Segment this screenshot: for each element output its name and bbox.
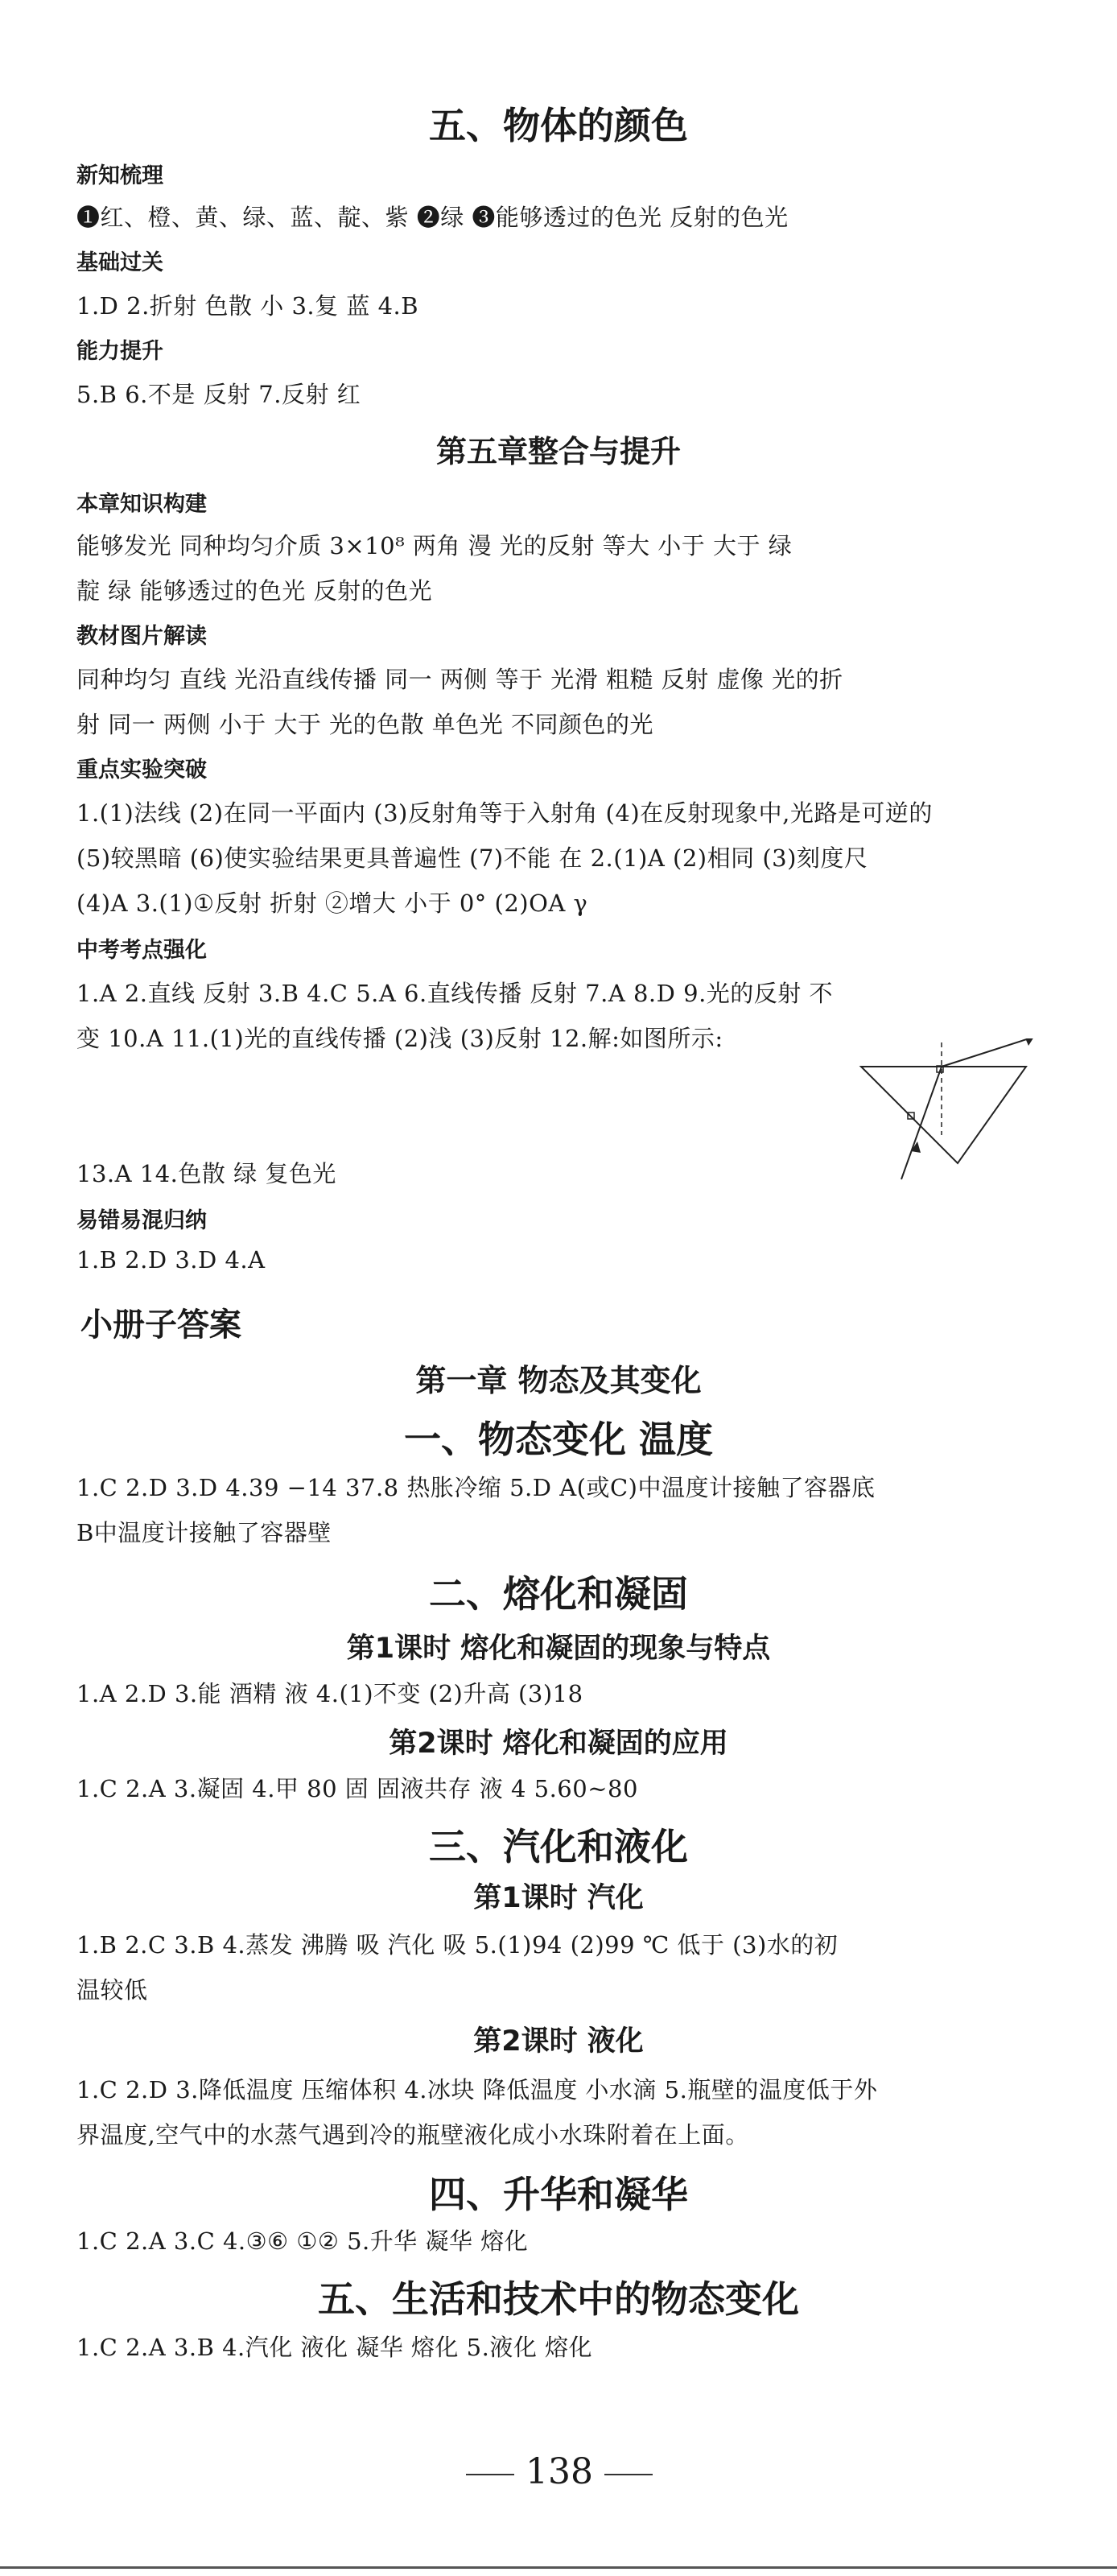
answer-line: 1.(1)法线 (2)在同一平面内 (3)反射角等于入射角 (4)在反射现象中,光路是可逆的 xyxy=(76,799,933,827)
page-number-text: 138 xyxy=(526,2451,593,2492)
page-number-dash xyxy=(604,2474,653,2475)
page-number-dash xyxy=(466,2474,514,2475)
chapter-title: 第一章 物态及其变化 xyxy=(415,1362,702,1398)
light-path-figure xyxy=(853,1038,1062,1183)
answer-line: 温较低 xyxy=(76,1976,148,2004)
answer-line: 1.C 2.A 3.B 4.汽化 液化 凝华 熔化 5.液化 熔化 xyxy=(76,2334,593,2361)
answer-line: 5.B 6.不是 反射 7.反射 红 xyxy=(76,381,361,408)
answer-line: 靛 绿 能够透过的色光 反射的色光 xyxy=(76,577,433,605)
lesson-title: 第1课时 熔化和凝固的现象与特点 xyxy=(346,1633,771,1665)
lesson-title: 第2课时 熔化和凝固的应用 xyxy=(389,1728,728,1760)
section-title: 四、升华和凝华 xyxy=(429,2173,688,2216)
section-title: 一、物态变化 温度 xyxy=(403,1418,713,1461)
bottom-rule xyxy=(0,2566,1117,2569)
subheading: 中考考点强化 xyxy=(76,938,207,963)
answer-line: (4)A 3.(1)①反射 折射 ②增大 小于 0° (2)OA γ xyxy=(76,890,588,917)
page-number xyxy=(451,2451,668,2492)
chapter-title: 第五章整合与提升 xyxy=(435,433,681,469)
answer-line: 同种均匀 直线 光沿直线传播 同一 两侧 等于 光滑 粗糙 反射 虚像 光的折 xyxy=(76,666,843,693)
answer-line: B中温度计接触了容器壁 xyxy=(76,1519,332,1546)
answer-line: 1.C 2.A 3.凝固 4.甲 80 固 固液共存 液 4 5.60~80 xyxy=(76,1775,638,1802)
section-title: 二、熔化和凝固 xyxy=(429,1572,688,1616)
answer-line: 界温度,空气中的水蒸气遇到冷的瓶壁液化成小水珠附着在上面。 xyxy=(76,2121,749,2149)
section-title: 五、生活和技术中的物态变化 xyxy=(318,2277,799,2321)
reflected-ray xyxy=(942,1038,1054,1067)
lesson-title: 第2课时 液化 xyxy=(473,2025,644,2058)
answer-line: 1.D 2.折射 色散 小 3.复 蓝 4.B xyxy=(76,292,419,320)
answer-line: ❶红、橙、黄、绿、蓝、靛、紫 ❷绿 ❸能够透过的色光 反射的色光 xyxy=(76,204,789,231)
section-title: 五、物体的颜色 xyxy=(429,104,688,147)
answer-line: 1.B 2.D 3.D 4.A xyxy=(76,1246,266,1274)
incident-ray xyxy=(901,1067,942,1179)
subheading: 教材图片解读 xyxy=(76,624,207,649)
answer-line: 1.C 2.D 3.降低温度 压缩体积 4.冰块 降低温度 小水滴 5.瓶壁的温度低于外 xyxy=(76,2076,878,2103)
answer-line: (5)较黑暗 (6)使实验结果更具普遍性 (7)不能 在 2.(1)A (2)相同 (3)刻度尺 xyxy=(76,844,868,872)
subheading: 新知梳理 xyxy=(76,163,163,188)
subheading: 易错易混归纳 xyxy=(76,1208,207,1233)
subheading: 基础过关 xyxy=(76,250,163,275)
answer-line: 1.A 2.直线 反射 3.B 4.C 5.A 6.直线传播 反射 7.A 8.D 9.光的反射 不 xyxy=(76,980,834,1007)
subheading: 重点实验突破 xyxy=(76,758,207,782)
answer-line: 能够发光 同种均匀介质 3×10⁸ 两角 漫 光的反射 等大 小于 大于 绿 xyxy=(76,532,793,559)
booklet-heading: 小册子答案 xyxy=(80,1307,241,1344)
answer-line: 13.A 14.色散 绿 复色光 xyxy=(76,1160,336,1187)
answer-line: 射 同一 两侧 小于 大于 光的色散 单色光 不同颜色的光 xyxy=(76,711,654,738)
answer-line: 1.B 2.C 3.B 4.蒸发 沸腾 吸 汽化 吸 5.(1)94 (2)99 ℃ 低于 (3)水的初 xyxy=(76,1931,839,1959)
answer-line: 1.A 2.D 3.能 酒精 液 4.(1)不变 (2)升高 (3)18 xyxy=(76,1680,583,1707)
answer-line: 变 10.A 11.(1)光的直线传播 (2)浅 (3)反射 12.解:如图所示: xyxy=(76,1025,723,1052)
section-title: 三、汽化和液化 xyxy=(429,1825,688,1868)
subheading: 本章知识构建 xyxy=(76,492,207,517)
lesson-title: 第1课时 汽化 xyxy=(473,1882,644,1914)
answer-line: 1.C 2.D 3.D 4.39 −14 37.8 热胀冷缩 5.D A(或C)中温度计接触了容器底 xyxy=(76,1474,876,1501)
subheading: 能力提升 xyxy=(76,339,163,364)
answer-line: 1.C 2.A 3.C 4.③⑥ ①② 5.升华 凝华 熔化 xyxy=(76,2227,529,2255)
prism-outline xyxy=(861,1067,1026,1163)
